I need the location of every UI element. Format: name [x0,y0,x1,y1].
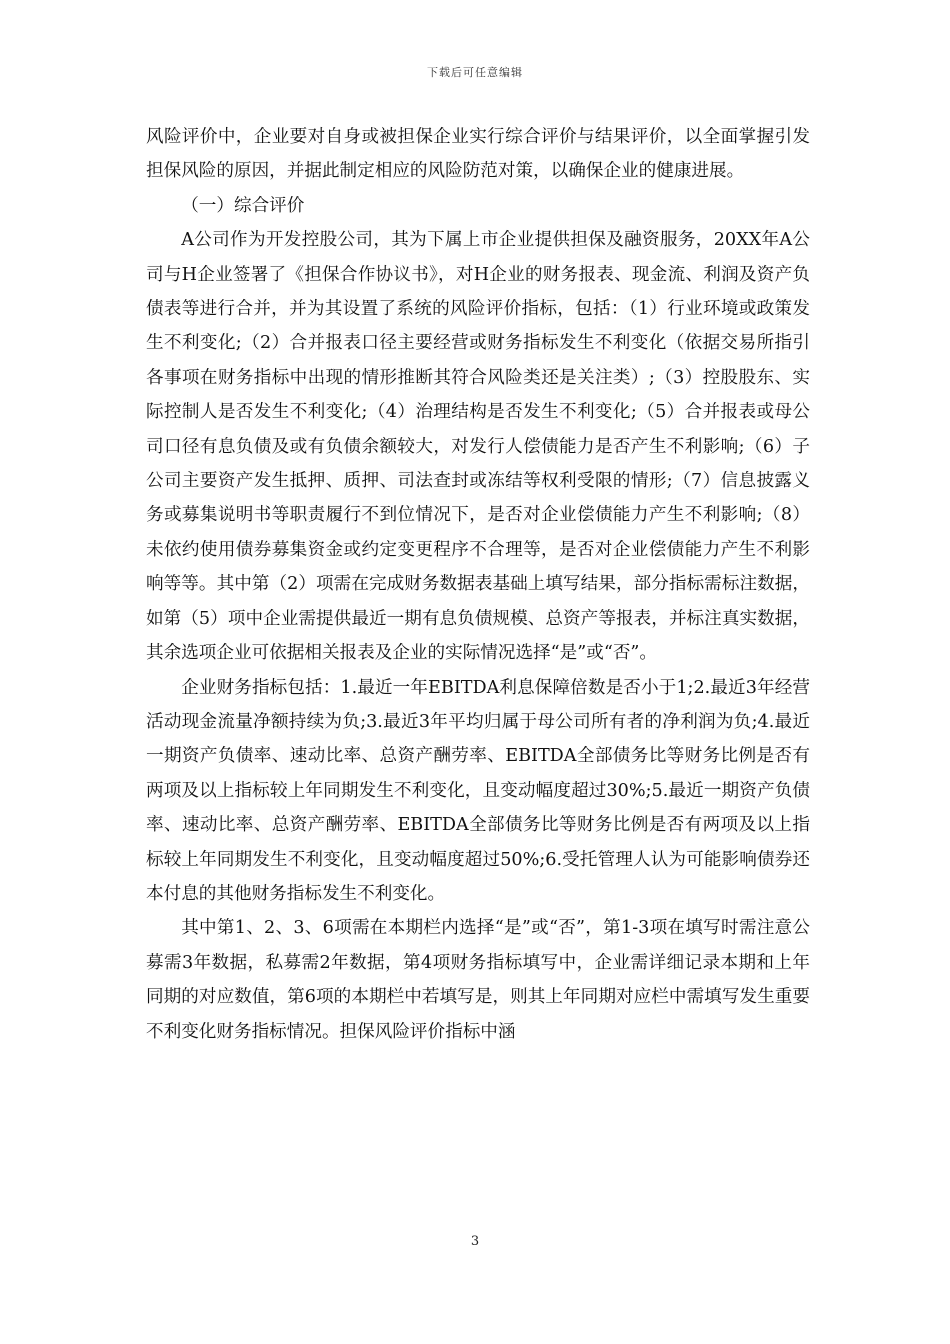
paragraph-financial-indicators: 企业财务指标包括：1.最近一年EBITDA利息保障倍数是否小于1;2.最近3年经营活动现金流量净额持续为负;3.最近3年平均归属于母公司所有者的净利润为负;4.最近一期资产负债率、速动比率、总资产酬劳率、EBITDA全部债务比等财务比例是否有两项及以上指标较上年同期发生不利变化，且变动幅度超过30%;5.最近一期资产负债率、速动比率、总资产酬劳率、EBITDA全部债务比等财务比例是否有两项及以上指标较上年同期发生不利变化，且变动幅度超过50%;6.受托管理人认为可能影响债券还本付息的其他财务指标发生不利变化。 [146,677,810,904]
section-heading: （一）综合评价 [181,195,305,216]
paragraph-risk-indicators: A公司作为开发控股公司，其为下属上市企业提供担保及融资服务，20XX年A公司与H企业签署了《担保合作协议书》，对H企业的财务报表、现金流、利润及资产负债表等进行合并，并为其设置了系统的风险评价指标，包括：（1）行业环境或政策发生不利变化;（2）合并报表口径主要经营或财务指标发生不利变化（依据交易所指引各事项在财务指标中出现的情形推断其符合风险类还是关注类）;（3）控股股东、实际控制人是否发生不利变化;（4）治理结构是否发生不利变化;（5）合并报表或母公司口径有息负债及或有负债余额较大，对发行人偿债能力是否产生不利影响;（6）子公司主要资产发生抵押、质押、司法查封或冻结等权利受限的情形;（7）信息披露义务或募集说明书等职责履行不到位情况下，是否对企业偿债能力产生不利影响;（8）未依约使用债券募集资金或约定变更程序不合理等，是否对企业偿债能力产生不利影响等等。其中第（2）项需在完成财务数据表基础上填写结果，部分指标需标注数据，如第（5）项中企业需提供最近一期有息负债规模、总资产等报表，并标注真实数据，其余选项企业可依据相关报表及企业的实际情况选择“是”或“否”。 [146,230,810,664]
document-body [146,120,810,1049]
paragraph-filling-notes: 其中第1、2、3、6项需在本期栏内选择“是”或“否”，第1-3项在填写时需注意公募需3年数据，私募需2年数据，第4项财务指标填写中，企业需详细记录本期和上年同期的对应数值，第6项的本期栏中若填写是，则其上年同期对应栏中需填写发生重要不利变化财务指标情况。担保风险评价指标中涵 [146,918,810,1042]
paragraph-intro: 风险评价中，企业要对自身或被担保企业实行综合评价与结果评价，以全面掌握引发担保风险的原因，并据此制定相应的风险防范对策，以确保企业的健康进展。 [146,127,810,182]
page-number: 3 [470,1234,480,1249]
page-header: 下载后可任意编辑 [427,66,523,79]
